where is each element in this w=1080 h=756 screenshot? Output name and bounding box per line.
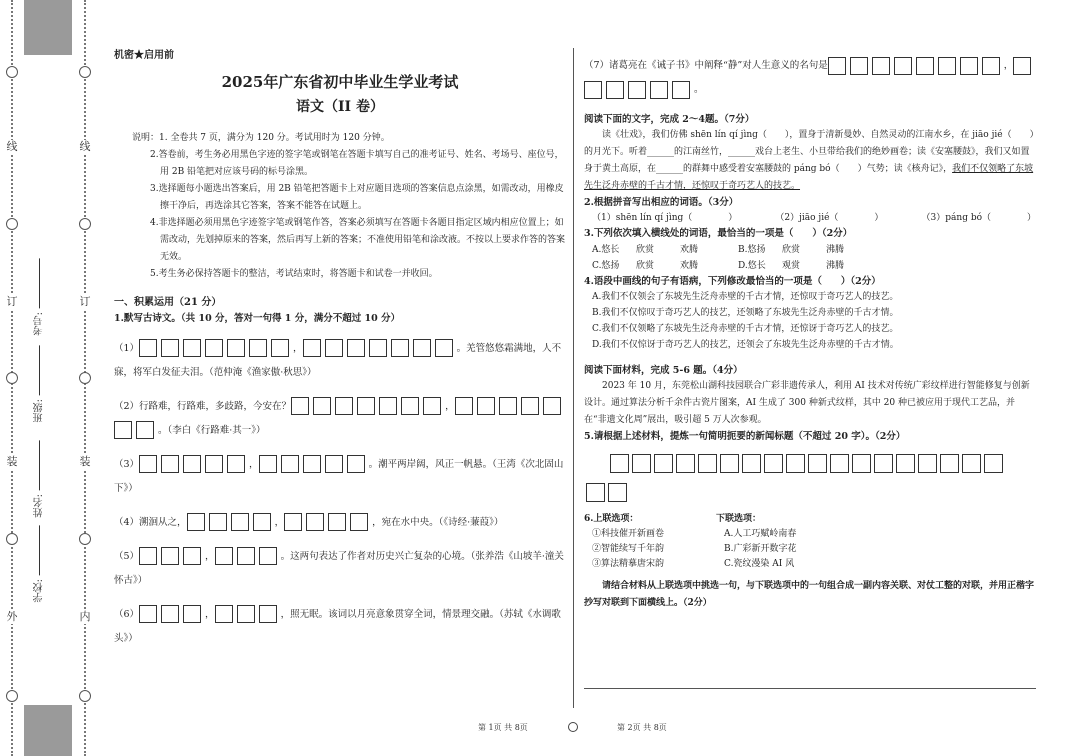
reading-passage-1: 读《壮戏》，我们仿佛 shēn lín qí jìng（ ），置身于清新曼妙、自然灵动的江南水乡，在 jiāo jié（ ）的月光下。听着______的江南丝竹，______戏台上老生、小旦带给我们的绝妙画卷；读《安塞腰鼓》，我们又如置身于黄土高原，在______的群舞中感受着安塞腰鼓的 páng bó（ ）气势；读《核舟记》，我们不仅领略了东坡先生泛舟赤壁的千古才情，还惊叹于奇巧艺人的技艺。 xyxy=(584,130,1035,192)
answer-box[interactable] xyxy=(227,339,245,357)
upper-couplet-item[interactable]: ③算法精摹唐宋韵 xyxy=(592,559,665,570)
answer-box[interactable] xyxy=(231,513,249,531)
answer-box[interactable] xyxy=(139,455,157,473)
answer-box[interactable] xyxy=(423,397,441,415)
binding-label: 订 xyxy=(3,295,21,309)
answer-box[interactable] xyxy=(850,57,868,75)
binding-label: 内 xyxy=(76,610,94,624)
page-footer-2: 第 2页 共 8页 xyxy=(617,723,667,732)
instruction-item: 说明：1. 全卷共 7 页，满分为 120 分。考试用时为 120 分钟。 xyxy=(132,133,390,144)
option-word: D.悠长 xyxy=(738,260,766,271)
answer-box[interactable] xyxy=(960,57,978,75)
exam-title: 2025年广东省初中毕业生学业考试 xyxy=(221,73,459,91)
recitation-item: （2）行路难，行路难，多歧路，今安在？ ，。（李白《行路难·其一》） xyxy=(114,395,566,443)
recitation-item: （5） ， 。这两句表达了作者对历史兴亡复杂的心境。（张养浩《山坡羊·潼关怀古》） xyxy=(114,545,566,593)
question-5-heading: 5.请根据上述材料，提炼一句简明扼要的新闻标题（不超过 20 字）。（2分） xyxy=(584,430,906,442)
answer-box[interactable] xyxy=(918,454,937,473)
page-two xyxy=(584,48,1036,612)
headline-answer-boxes[interactable] xyxy=(586,483,1036,502)
option-a[interactable]: A.我们不仅领会了东坡先生泛舟赤壁的千古才情，还惊叹于奇巧艺人的技艺。 xyxy=(592,291,899,302)
answer-box[interactable] xyxy=(215,547,233,565)
binding-label: 订 xyxy=(76,295,94,309)
center-circle-mark xyxy=(568,722,578,732)
answer-box[interactable] xyxy=(139,547,157,565)
answer-box[interactable] xyxy=(205,339,223,357)
answer-box[interactable] xyxy=(830,454,849,473)
upper-couplet-item[interactable]: ②智能续写千年韵 xyxy=(592,544,665,555)
binding-label: 装 xyxy=(3,455,21,469)
circle-mark xyxy=(79,218,91,230)
answer-box[interactable] xyxy=(259,605,277,623)
answer-box[interactable] xyxy=(259,455,277,473)
answer-box[interactable] xyxy=(227,455,245,473)
answer-box[interactable] xyxy=(303,339,321,357)
answer-box[interactable] xyxy=(632,454,651,473)
instruction-item: 3.选择题每小题选出答案后，用 2B 铅笔把答题卡上对应题目选项的答案信息点涂黑，如需改动，用橡皮擦干净后，再选涂其它答案，答案不能答在试题上。 xyxy=(150,184,564,212)
option-row[interactable] xyxy=(584,242,1036,258)
option-word: 沸腾 xyxy=(826,260,845,271)
instruction-item: 5.考生务必保持答题卡的整洁，考试结束时，将答题卡和试卷一并收回。 xyxy=(150,269,438,280)
school-field[interactable]: 学校: xyxy=(34,525,60,602)
answer-line[interactable] xyxy=(584,688,1036,689)
answer-box[interactable] xyxy=(237,605,255,623)
answer-boxes[interactable] xyxy=(828,60,1004,71)
answer-box[interactable] xyxy=(916,57,934,75)
recitation-item: （1） ， 。羌管悠悠霜满地，人不寐，将军白发征夫泪。（范仲淹《渔家傲·秋思》） xyxy=(114,337,566,385)
name-field[interactable]: 姓名: xyxy=(34,440,60,517)
answer-box[interactable] xyxy=(271,339,289,357)
answer-box[interactable] xyxy=(313,397,331,415)
answer-box[interactable] xyxy=(139,339,157,357)
circle-mark xyxy=(79,690,91,702)
option-word: B.悠扬 xyxy=(738,244,766,255)
question-1-heading: 1.默写古诗文。（共 10 分，答对一句得 1 分，满分不超过 10 分） xyxy=(114,313,401,325)
upper-couplet-options xyxy=(584,512,716,572)
answer-box[interactable] xyxy=(742,454,761,473)
answer-box[interactable] xyxy=(259,547,277,565)
lower-couplet-heading: 下联选项： xyxy=(716,514,762,525)
answer-box[interactable] xyxy=(852,454,871,473)
reading-passage-2: 2023 年 10 月，东莞松山湖科技园联合广彩非遗传承人，利用 AI 技术对传统广彩纹样进行智能修复与创新设计。通过算法分析千余件古瓷片图案，AI 生成了 300 种新式纹样，其中 20 种已被应用于现代工艺品，并在“非遗文化周”展出，吸引超 5 万人次参观。 xyxy=(584,380,1030,425)
answer-box[interactable] xyxy=(215,605,233,623)
answer-box[interactable] xyxy=(306,513,324,531)
option-word: C.悠扬 xyxy=(592,260,620,271)
answer-box[interactable] xyxy=(401,397,419,415)
underlined-sentence: 我们不仅领略了东坡先生泛舟赤壁的千古才情，还惊叹于奇巧艺人的技艺。 xyxy=(584,164,1034,192)
answer-box[interactable] xyxy=(962,454,981,473)
answer-box[interactable] xyxy=(786,454,805,473)
upper-couplet-item[interactable]: ①科技催开新画卷 xyxy=(592,529,665,540)
answer-box[interactable] xyxy=(187,513,205,531)
answer-box[interactable] xyxy=(764,454,783,473)
recitation-item: （3） ， 。潮平两岸阔，风正一帆悬。（王湾《次北固山下》） xyxy=(114,453,566,501)
outer-dotted-line xyxy=(6,0,18,756)
answer-box[interactable] xyxy=(253,513,271,531)
answer-box[interactable] xyxy=(521,397,539,415)
question-4-heading: 4.语段中画线的句子有语病，下列修改最恰当的一项是（ ）（2分） xyxy=(584,275,881,287)
circle-mark xyxy=(6,218,18,230)
answer-box[interactable] xyxy=(499,397,517,415)
exam-subtitle: 语文（II 卷） xyxy=(296,99,384,115)
instruction-item: 4.非选择题必须用黑色字迹签字笔或钢笔作答，答案必须填写在答题卡各题目指定区域内相应位置上；如需改动，先划掉原来的答案，然后再写上新的答案；不准使用铅笔和涂改液。不按以上要求作答的答案无效。 xyxy=(150,218,566,263)
page-divider xyxy=(573,48,574,708)
binding-label: 线 xyxy=(76,140,94,154)
answer-box[interactable] xyxy=(874,454,893,473)
option-word: 观赏 xyxy=(782,260,801,271)
answer-box[interactable] xyxy=(608,483,627,502)
pinyin-item[interactable]: （3）páng bó（ ） xyxy=(921,213,1036,224)
circle-mark xyxy=(6,533,18,545)
answer-box[interactable] xyxy=(183,547,201,565)
lower-couplet-item[interactable]: A.人工巧赋岭南春 xyxy=(724,529,797,540)
binding-label: 外 xyxy=(3,610,21,624)
answer-box[interactable] xyxy=(183,455,201,473)
answer-box[interactable] xyxy=(828,57,846,75)
answer-box[interactable] xyxy=(291,397,309,415)
answer-box[interactable] xyxy=(894,57,912,75)
answer-box[interactable] xyxy=(303,455,321,473)
answer-box[interactable] xyxy=(161,339,179,357)
recitation-item: （6） ， ，照无眠。该词以月亮意象贯穿全词，情景理交融。（苏轼《水调歌头》） xyxy=(114,603,566,651)
answer-box[interactable] xyxy=(328,513,346,531)
reading-1-heading: 阅读下面的文字，完成 2～4题。（7分） xyxy=(584,114,755,125)
answer-box[interactable] xyxy=(982,57,1000,75)
recitation-items xyxy=(114,337,566,651)
circle-mark xyxy=(6,66,18,78)
recitation-item: （4）溯洄从之， ， ，宛在水中央。（《诗经·蒹葭》） xyxy=(114,511,566,535)
option-b[interactable]: B.我们不仅惊叹于奇巧艺人的技艺，还领略了东坡先生泛舟赤壁的千古才情。 xyxy=(592,307,899,318)
option-word: 沸腾 xyxy=(826,244,845,255)
answer-box[interactable] xyxy=(369,339,387,357)
answer-box[interactable] xyxy=(650,81,668,99)
answer-box[interactable] xyxy=(237,547,255,565)
answer-box[interactable] xyxy=(435,339,453,357)
lower-couplet-options xyxy=(716,512,796,572)
answer-box[interactable] xyxy=(139,605,157,623)
class-field[interactable]: 班级: xyxy=(34,345,60,422)
answer-box[interactable] xyxy=(209,513,227,531)
answer-box[interactable] xyxy=(584,81,602,99)
binding-label: 线 xyxy=(3,140,21,154)
option-word: 欢腾 xyxy=(680,244,699,255)
answer-box[interactable] xyxy=(249,339,267,357)
lower-couplet-item[interactable]: C.瓷纹漫染 AI 风 xyxy=(724,559,795,570)
answer-box[interactable] xyxy=(161,547,179,565)
answer-box[interactable] xyxy=(284,513,302,531)
answer-box[interactable] xyxy=(136,421,154,439)
answer-box[interactable] xyxy=(379,397,397,415)
answer-box[interactable] xyxy=(357,397,375,415)
answer-box[interactable] xyxy=(872,57,890,75)
answer-box[interactable] xyxy=(543,397,561,415)
answer-box[interactable] xyxy=(610,454,629,473)
answer-box[interactable] xyxy=(477,397,495,415)
answer-box[interactable] xyxy=(720,454,739,473)
answer-box[interactable] xyxy=(183,605,201,623)
question-3-options xyxy=(584,242,1036,274)
question-2-heading: 2.根据拼音写出相应的词语。（3分） xyxy=(584,197,739,209)
answer-box[interactable] xyxy=(161,455,179,473)
answer-box[interactable] xyxy=(698,454,717,473)
circle-mark xyxy=(79,533,91,545)
section-heading: 一、积累运用（21 分） xyxy=(114,297,222,309)
answer-box[interactable] xyxy=(281,455,299,473)
option-word: A.悠长 xyxy=(592,244,620,255)
option-word: 欣赏 xyxy=(636,244,655,255)
answer-box[interactable] xyxy=(808,454,827,473)
answer-box[interactable] xyxy=(1013,57,1031,75)
answer-box[interactable] xyxy=(205,455,223,473)
answer-box[interactable] xyxy=(347,455,365,473)
answer-box[interactable] xyxy=(984,454,1003,473)
answer-box[interactable] xyxy=(183,339,201,357)
headline-answer-boxes[interactable] xyxy=(610,454,1036,473)
answer-box[interactable] xyxy=(586,483,605,502)
couplet-options xyxy=(584,512,1036,572)
answer-box[interactable] xyxy=(161,605,179,623)
question-7: （7）诸葛亮在《诫子书》中阐释“静”对人生意义的名句是 ，。 xyxy=(584,54,1036,102)
question-6-instruction: 请结合材料从上联选项中挑选一句，与下联选项中的一句组合成一副内容关联、对仗工整的对联，并用正楷字抄写对联到下面横线上。（2分） xyxy=(584,581,1035,609)
pinyin-item[interactable]: （2）jiāo jié（ ） xyxy=(775,213,884,224)
confidential-mark: 机密★启用前 xyxy=(114,50,174,61)
question-3-heading: 3.下列依次填入横线处的词语，最恰当的一项是（ ）（2分） xyxy=(584,228,853,240)
option-word: 欢腾 xyxy=(680,260,699,271)
answer-box[interactable] xyxy=(940,454,959,473)
instructions xyxy=(132,130,566,283)
answer-box[interactable] xyxy=(347,339,365,357)
lower-couplet-item[interactable]: B.广彩新开数字花 xyxy=(724,544,797,555)
upper-couplet-heading: 6.上联选项： xyxy=(584,514,639,525)
binding-label: 装 xyxy=(76,455,94,469)
answer-box[interactable] xyxy=(455,397,473,415)
reading-2-heading: 阅读下面材料，完成 5-6 题。（4分） xyxy=(584,364,743,376)
circle-mark xyxy=(6,690,18,702)
option-word: 欣赏 xyxy=(782,244,801,255)
option-d[interactable]: D.我们不仅惊讶于奇巧艺人的技艺，还领会了东坡先生泛舟赤壁的千古才情。 xyxy=(592,339,899,350)
pinyin-item[interactable]: （1）shēn lín qí jìng（ ） xyxy=(592,213,738,224)
answer-box[interactable] xyxy=(672,81,690,99)
circle-mark xyxy=(79,372,91,384)
option-c[interactable]: C.我们不仅领略了东坡先生泛舟赤壁的千古才情，还惊讶于奇巧艺人的技艺。 xyxy=(592,323,899,334)
answer-box[interactable] xyxy=(350,513,368,531)
answer-box[interactable] xyxy=(335,397,353,415)
page-one xyxy=(114,48,566,661)
answer-box[interactable] xyxy=(676,454,695,473)
inner-dotted-line xyxy=(79,0,91,756)
answer-box[interactable] xyxy=(606,81,624,99)
answer-box[interactable] xyxy=(391,339,409,357)
question-2-items xyxy=(584,210,1036,226)
option-word: 欣赏 xyxy=(636,260,655,271)
binding-strip xyxy=(0,0,100,756)
answer-box[interactable] xyxy=(114,421,132,439)
instruction-item: 2.答卷前，考生务必用黑色字迹的签字笔或钢笔在答题卡填写自己的准考证号、姓名、考场号、座位号，用 2B 铅笔把对应该号码的标号涂黑。 xyxy=(150,150,564,178)
answer-box[interactable] xyxy=(938,57,956,75)
answer-box[interactable] xyxy=(413,339,431,357)
answer-box[interactable] xyxy=(325,455,343,473)
exam-number-field[interactable]: 考号: xyxy=(34,258,60,335)
page-footer-1: 第 1页 共 8页 xyxy=(478,723,528,732)
option-row[interactable] xyxy=(584,258,1036,274)
answer-box[interactable] xyxy=(896,454,915,473)
circle-mark xyxy=(6,372,18,384)
circle-mark xyxy=(79,66,91,78)
answer-box[interactable] xyxy=(654,454,673,473)
answer-box[interactable] xyxy=(325,339,343,357)
answer-box[interactable] xyxy=(628,81,646,99)
